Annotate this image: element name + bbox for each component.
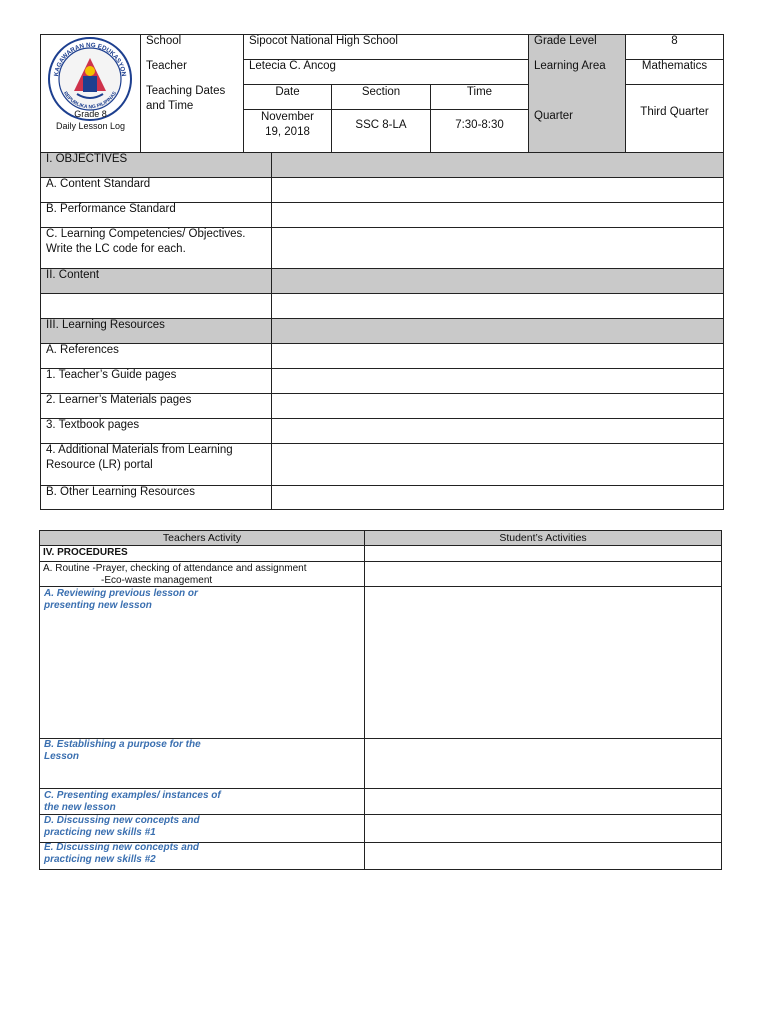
row-additional-materials-label: 4. Additional Materials from Learning Resource (LR) portal [46,444,233,471]
procedures-heading: IV. PROCEDURES [43,547,128,558]
step-e-student-cell [364,842,722,870]
step-b-label: B. Establishing a purpose for the Lesson [44,739,201,762]
row-teachers-guide-pages-label: 1. Teacher’s Guide pages [46,369,177,381]
step-a-student-cell [364,586,722,739]
row-content-standard-label: A. Content Standard [46,178,151,190]
row-performance-standard-label: B. Performance Standard [46,203,176,215]
quarter-value: Third Quarter [640,106,709,118]
row-learners-materials-pages-label: 2. Learner’s Materials pages [46,394,192,406]
row-references-value-cell [271,343,724,369]
row-textbook-pages-value-cell [271,418,724,444]
date-header: Date [275,86,300,98]
right-labels-cell [528,34,626,153]
grade-level-label: Grade Level [534,35,597,47]
row-learning-competencies-label: C. Learning Competencies/ Objectives. Write the LC code for each. [46,228,246,255]
step-d-student-cell [364,814,722,843]
row-learning-resources-label: III. Learning Resources [46,319,165,331]
seal-caption-dll: Daily Lesson Log [55,121,126,131]
row-textbook-pages-label: 3. Textbook pages [46,419,140,431]
step-a-label: A. Reviewing previous lesson or presenting new lesson [44,588,198,611]
routine-student-cell [364,561,722,587]
row-additional-materials-value-cell [271,443,724,486]
step-e-label: E. Discussing new concepts and practicing new skills #2 [44,842,200,865]
row-objectives-label: I. OBJECTIVES [46,153,128,165]
row-objectives-value-cell [271,152,724,178]
teacher-value: Letecia C. Ancog [249,60,336,72]
step-c-student-cell [364,788,722,815]
teacher-label: Teacher [146,60,187,72]
step-c-label: C. Presenting examples/ instances of the new lesson [44,790,221,813]
procedures-student-cell [364,545,722,562]
section-value: SSC 8-LA [355,119,407,131]
step-d-label: D. Discussing new concepts and practicing new skills #1 [44,815,200,838]
routine-line-1: A. Routine -Prayer, checking of attendance and assignment [43,563,307,574]
routine-line-2: -Eco-waste management [101,575,213,586]
date-value: November 19, 2018 [260,111,315,138]
row-other-learning-resources-value-cell [271,485,724,510]
step-b-student-cell [364,738,722,789]
seal-text-bottom: REPUBLIKA NG PILIPINAS [61,90,119,111]
time-header: Time [466,86,493,98]
grade-level-value: 8 [671,35,678,47]
row-teachers-guide-pages-value-cell [271,368,724,394]
row-content-label: II. Content [46,269,100,281]
row-content-standard-value-cell [271,177,724,203]
learning-area-label: Learning Area [534,60,606,72]
learning-area-value: Mathematics [641,60,708,72]
row-learning-competencies-value-cell [271,227,724,269]
row-other-learning-resources-label: B. Other Learning Resources [46,486,195,498]
teacher-activity-header: Teachers Activity [162,532,242,544]
row-learning-resources-value-cell [271,318,724,344]
row-content-blank-label-cell [40,293,272,319]
school-label: School [146,35,182,47]
row-content-blank-value-cell [271,293,724,319]
quarter-label: Quarter [534,110,573,122]
row-performance-standard-value-cell [271,202,724,228]
row-learners-materials-pages-value-cell [271,393,724,419]
seal-text-top: KAGAWARAN NG EDUKASYON [53,41,127,77]
time-value: 7:30-8:30 [455,119,504,131]
student-activity-header: Student’s Activities [499,532,587,544]
teaching-dates-label: Teaching Dates and Time [146,85,226,112]
school-value: Sipocot National High School [249,35,398,47]
section-header: Section [361,86,401,98]
row-references-label: A. References [46,344,119,356]
row-content-value-cell [271,268,724,294]
seal-caption-grade: Grade 8 [74,109,107,119]
